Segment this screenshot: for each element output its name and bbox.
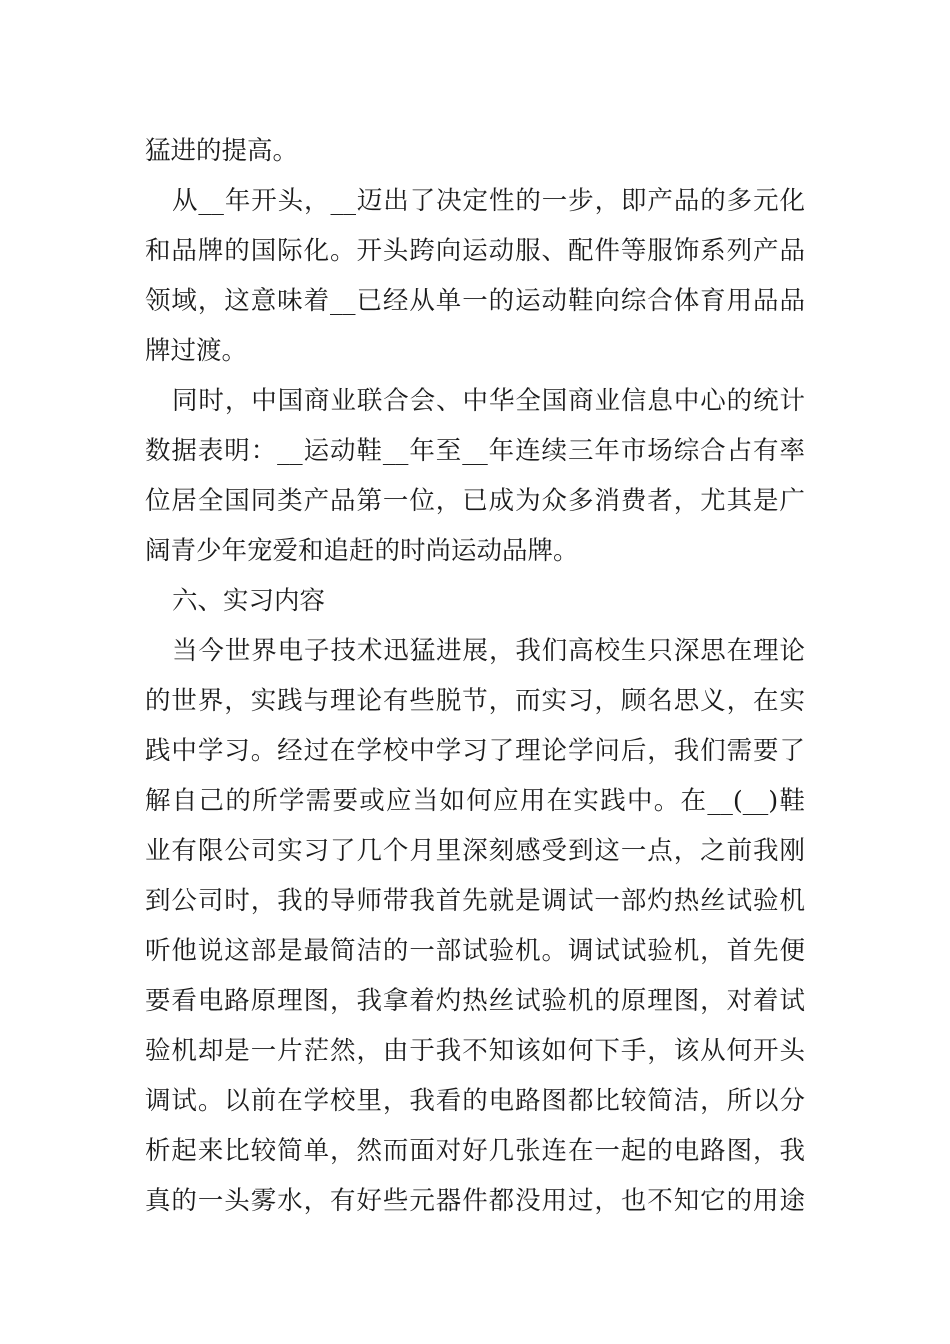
text-line: 到公司时，我的导师带我首先就是调试一部灼热丝试验机 <box>145 886 805 916</box>
section-heading: 六、实习内容 <box>172 586 326 616</box>
paragraph-line: 当今世界电子技术迅猛进展，我们高校生只深思在理论 <box>172 636 805 666</box>
text-line: 调试。以前在学校里，我看的电路图都比较简洁，所以分 <box>145 1086 805 1116</box>
text-line: 践中学习。经过在学校中学习了理论学问后，我们需要了 <box>145 736 805 766</box>
text-line: 领域，这意味着__已经从单一的运动鞋向综合体育用品品 <box>145 286 805 316</box>
text-line: 业有限公司实习了几个月里深刻感受到这一点，之前我刚 <box>145 836 805 866</box>
paragraph-line: 从__年开头，__迈出了决定性的一步，即产品的多元化 <box>172 186 805 216</box>
text-line: 要看电路原理图，我拿着灼热丝试验机的原理图，对着试 <box>145 986 805 1016</box>
text-line: 猛进的提高。 <box>145 136 299 166</box>
text-line: 阔青少年宠爱和追赶的时尚运动品牌。 <box>145 536 579 566</box>
text-line: 听他说这部是最简洁的一部试验机。调试试验机，首先便 <box>145 936 805 966</box>
text-line: 验机却是一片茫然，由于我不知该如何下手，该从何开头 <box>145 1036 805 1066</box>
text-line: 位居全国同类产品第一位，已成为众多消费者，尤其是广 <box>145 486 805 516</box>
paragraph-line: 同时，中国商业联合会、中华全国商业信息中心的统计 <box>172 386 805 416</box>
text-line: 析起来比较简单，然而面对好几张连在一起的电路图，我 <box>145 1136 805 1166</box>
text-line: 和品牌的国际化。开头跨向运动服、配件等服饰系列产品 <box>145 236 805 266</box>
text-line: 的世界，实践与理论有些脱节，而实习，顾名思义，在实 <box>145 686 805 716</box>
text-line: 牌过渡。 <box>145 336 248 366</box>
text-line: 真的一头雾水，有好些元器件都没用过，也不知它的用途 <box>145 1186 805 1216</box>
text-line: 数据表明：__运动鞋__年至__年连续三年市场综合占有率 <box>145 436 805 466</box>
text-line: 解自己的所学需要或应当如何应用在实践中。在__(__)鞋 <box>145 786 805 816</box>
